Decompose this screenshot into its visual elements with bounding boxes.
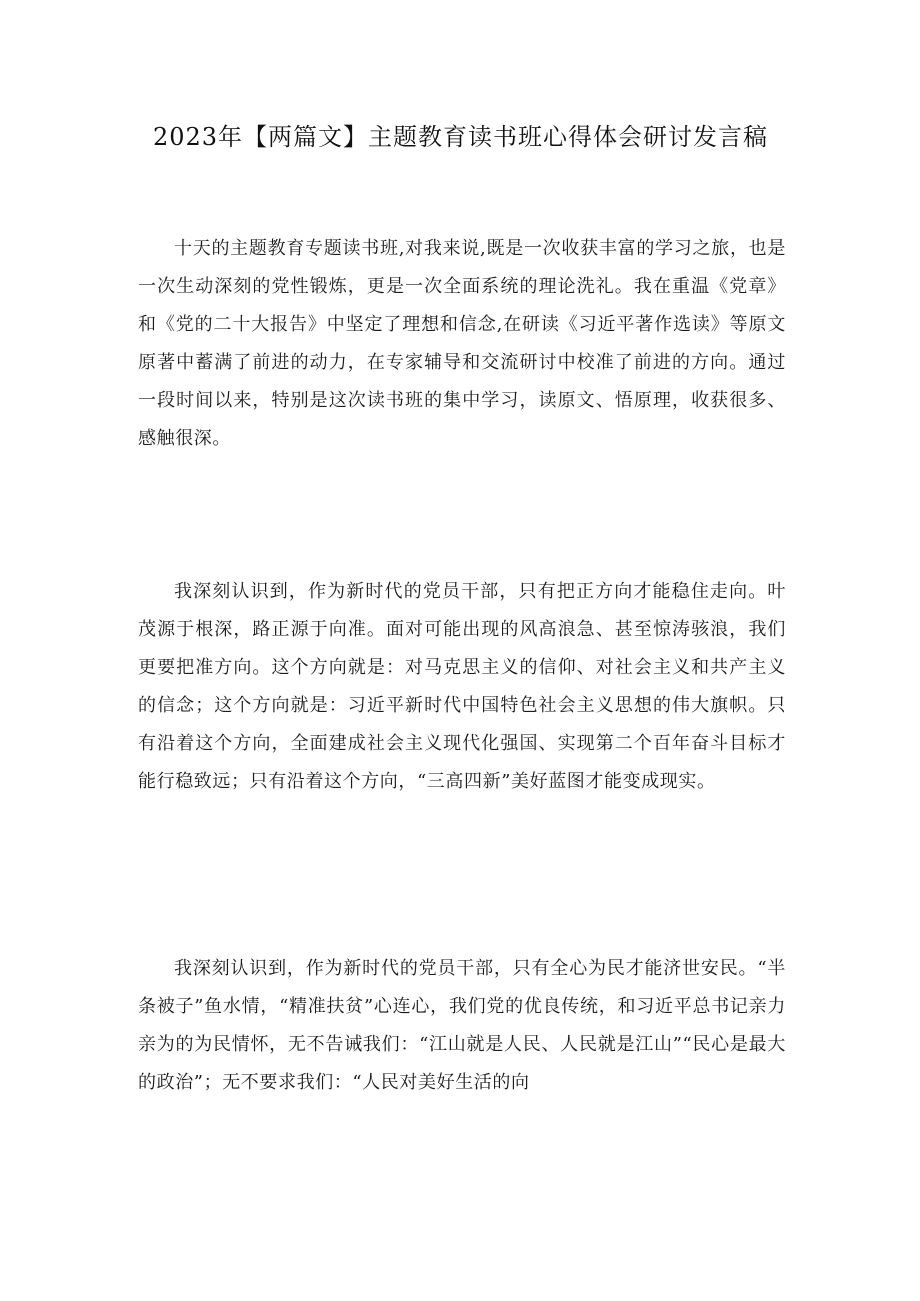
paragraph-3: 我深刻认识到，作为新时代的党员干部，只有全心为民才能济世安民。“半条被子”鱼水情，“精准扶贫”心连心，我们党的优良传统，和习近平总书记亲力亲为的为民情怀，无不告诫我们：“江山就是人民、人民就是江山”“民心是最大的政治”；无不要求我们：“人民对美好生活的向 <box>138 958 786 1093</box>
document-title: 2023年【两篇文】主题教育读书班心得体会研讨发言稿 <box>152 123 769 151</box>
paragraph-2: 我深刻认识到，作为新时代的党员干部，只有把正方向才能稳住走向。叶茂源于根深，路正源于向准。面对可能出现的风高浪急、甚至惊涛骇浪，我们更要把准方向。这个方向就是：对马克思主义的信仰、对社会主义和共产主义的信念；这个方向就是：习近平新时代中国特色社会主义思想的伟大旗帜。只有沿着这个方向，全面建成社会主义现代化强国、实现第二个百年奋斗目标才能行稳致远；只有沿着这个方向，“三高四新”美好蓝图才能变成现实。 <box>138 581 786 792</box>
paragraph-1: 十天的主题教育专题读书班,对我来说,既是一次收获丰富的学习之旅，也是一次生动深刻的党性锻炼，更是一次全面系统的理论洗礼。我在重温《党章》和《党的二十大报告》中坚定了理想和信念,在研读《习近平著作选读》等原文原著中蓄满了前进的动力，在专家辅导和交流研讨中校准了前进的方向。通过一段时间以来，特别是这次读书班的集中学习，读原文、悟原理，收获很多、感触很深。 <box>138 238 786 449</box>
